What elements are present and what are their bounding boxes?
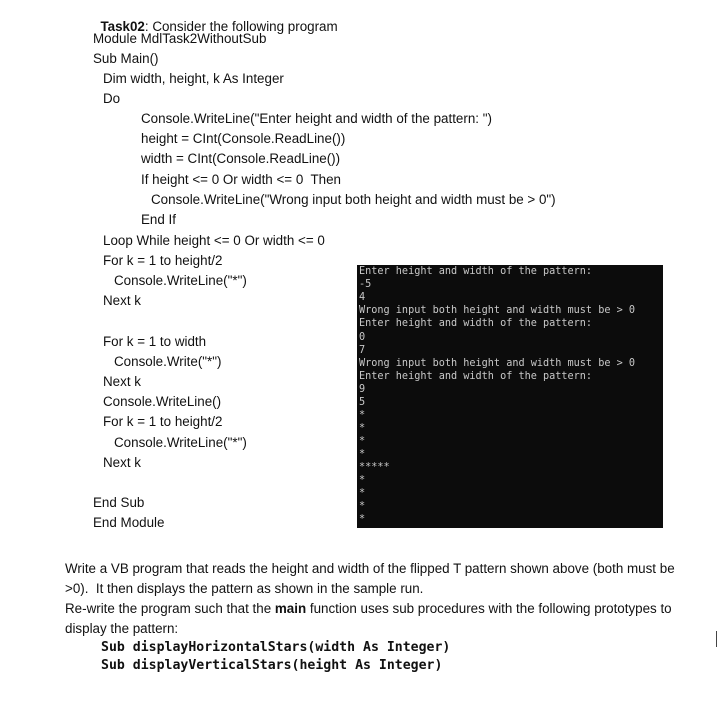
console-line: * — [359, 501, 366, 512]
code-line: Console.WriteLine("*") — [114, 273, 247, 288]
instruction-line — [65, 599, 672, 619]
console-line: Enter height and width of the pattern: — [359, 371, 593, 382]
console-line: * — [359, 436, 366, 447]
console-line: ***** — [359, 462, 390, 473]
task-label: Task02 — [100, 19, 145, 34]
code-line: Do — [103, 91, 121, 106]
instruction-line: Write a VB program that reads the height and width of the flipped T pattern shown above (both must be — [65, 561, 675, 576]
code-line: If height <= 0 Or width <= 0 Then — [141, 172, 341, 187]
console-line: * — [359, 423, 366, 434]
console-line: * — [359, 410, 366, 421]
console-line: 0 — [359, 332, 366, 343]
code-line: Console.WriteLine("Enter height and width of the pattern: ") — [141, 111, 492, 126]
instruction-text: function uses sub procedures with the following prototypes to — [306, 601, 672, 616]
code-line: End Sub — [93, 495, 145, 510]
code-line: Console.WriteLine("*") — [114, 435, 247, 450]
code-line: Loop While height <= 0 Or width <= 0 — [103, 233, 325, 248]
console-line: Wrong input both height and width must be > 0 — [359, 305, 636, 316]
code-line: For k = 1 to height/2 — [103, 253, 223, 268]
code-line: For k = 1 to width — [103, 334, 207, 349]
instruction-text: Re-write the program such that the — [65, 601, 275, 616]
console-line: -5 — [359, 279, 372, 290]
code-line: Next k — [103, 374, 141, 389]
console-line: * — [359, 449, 366, 460]
code-line: For k = 1 to height/2 — [103, 414, 223, 429]
console-line: 9 — [359, 384, 366, 395]
margin-divider — [716, 631, 717, 647]
main-keyword: main — [274, 601, 307, 616]
console-line: Enter height and width of the pattern: — [359, 266, 593, 277]
code-line: Next k — [103, 293, 141, 308]
console-line: * — [359, 475, 366, 486]
console-line: * — [359, 488, 366, 499]
prototype-vertical: Sub displayVerticalStars(height As Integer) — [101, 658, 443, 673]
console-line: Wrong input both height and width must be > 0 — [359, 358, 636, 369]
code-line: Console.WriteLine() — [103, 394, 222, 409]
code-line: height = CInt(Console.ReadLine()) — [141, 131, 346, 146]
code-line: End Module — [93, 515, 165, 530]
console-line: * — [359, 514, 366, 525]
console-line: 7 — [359, 345, 366, 356]
instruction-line: >0). It then displays the pattern as shown in the sample run. — [65, 581, 424, 596]
code-line: End If — [141, 212, 176, 227]
code-line: Module MdlTask2WithoutSub — [93, 31, 267, 46]
code-line: width = CInt(Console.ReadLine()) — [141, 151, 341, 166]
prototype-horizontal: Sub displayHorizontalStars(width As Integer) — [101, 640, 451, 655]
console-line: 5 — [359, 397, 366, 408]
console-output-image — [357, 265, 663, 528]
console-line: 4 — [359, 292, 366, 303]
code-line: Console.Write("*") — [114, 354, 222, 369]
code-line: Sub Main() — [93, 51, 159, 66]
instruction-line: display the pattern: — [65, 621, 179, 636]
console-line: Enter height and width of the pattern: — [359, 318, 593, 329]
code-line: Dim width, height, k As Integer — [103, 71, 284, 86]
code-line: Console.WriteLine("Wrong input both height and width must be > 0") — [151, 192, 556, 207]
code-line: Next k — [103, 455, 141, 470]
task-text: : Consider the following program — [144, 19, 338, 34]
